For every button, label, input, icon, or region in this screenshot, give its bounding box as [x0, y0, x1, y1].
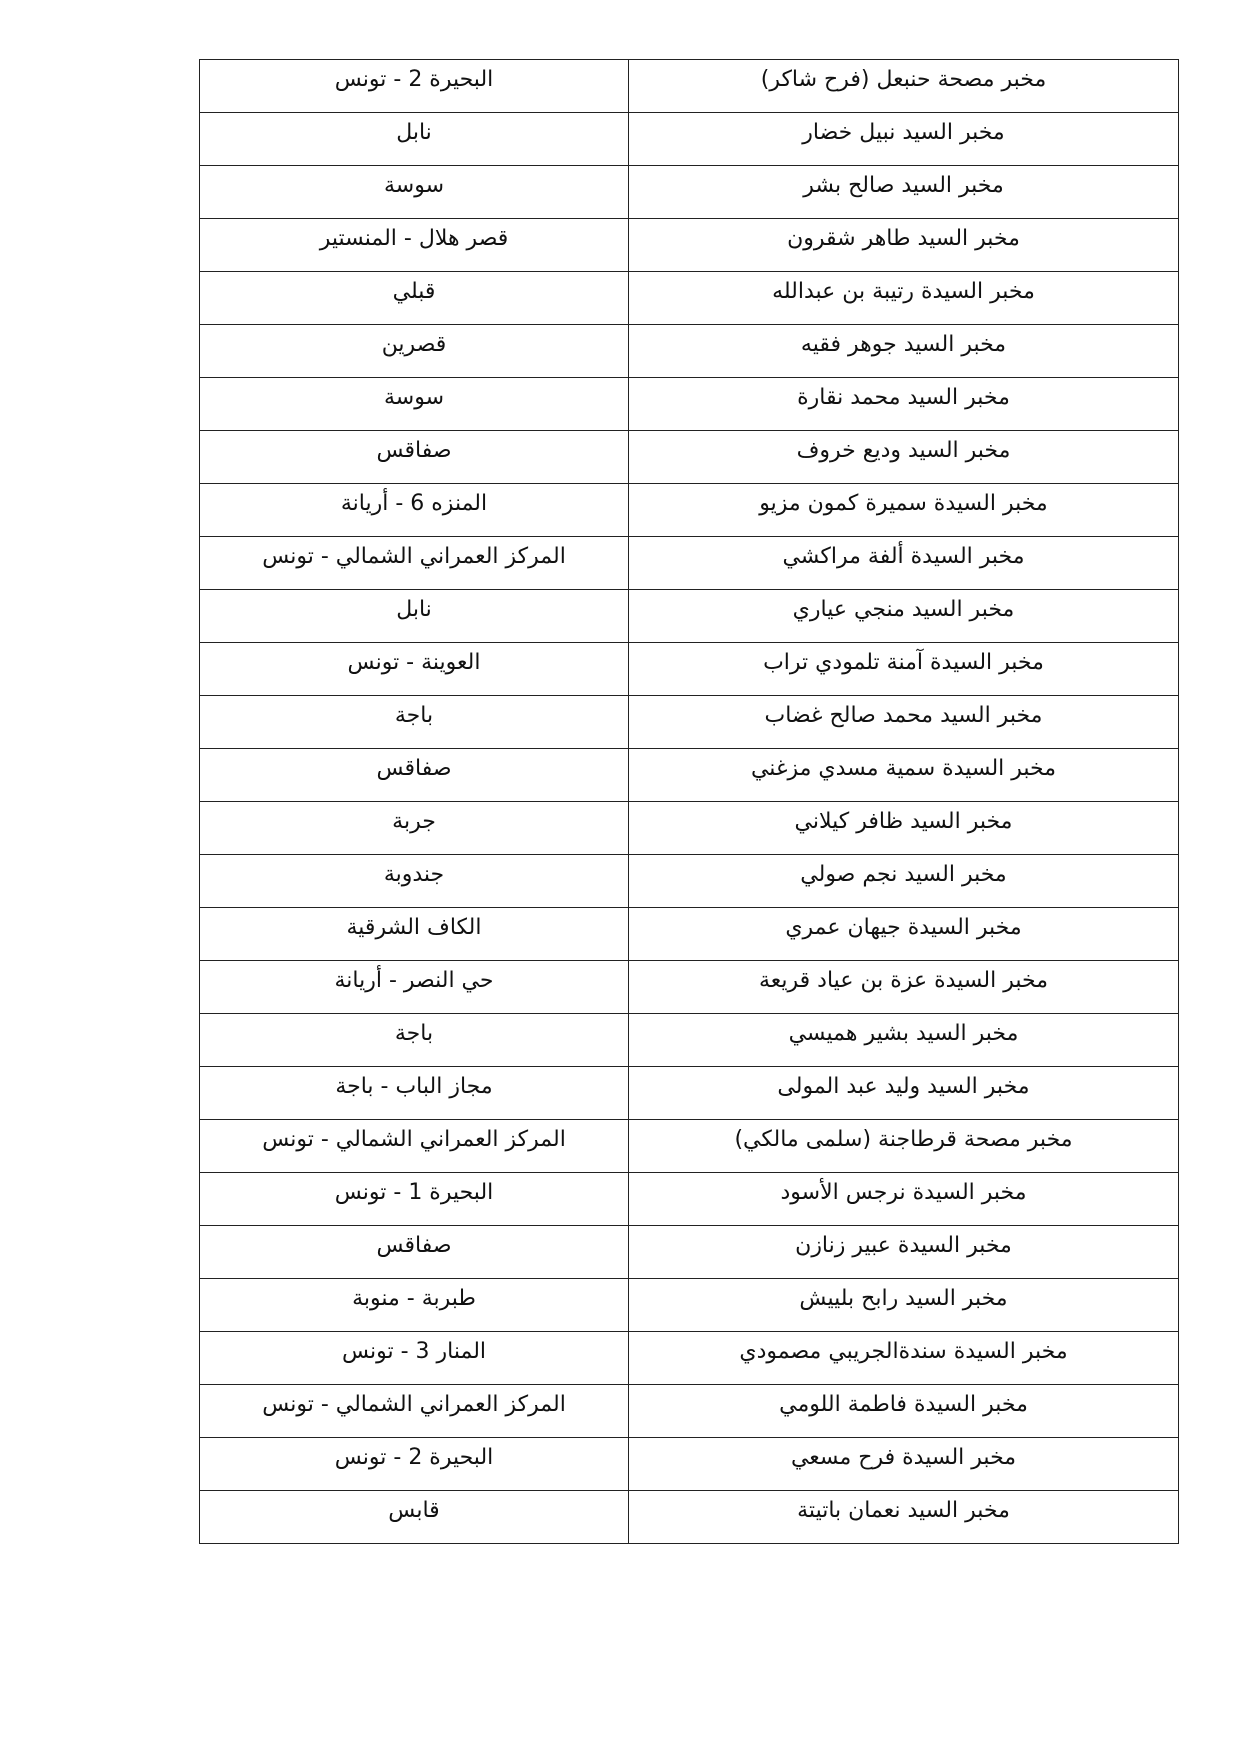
- laboratory-cell: [629, 696, 1179, 749]
- laboratory-text: مخبر السيد صالح بشر: [803, 173, 1004, 198]
- city-cell: [200, 1385, 629, 1438]
- laboratory-text: مخبر السيد بشير هميسي: [788, 1021, 1019, 1046]
- city-text: جندوبة: [383, 862, 445, 887]
- city-cell: [200, 60, 629, 113]
- laboratory-text: مخبر السيدة سمية مسدي مزغني: [750, 756, 1057, 781]
- city-text: باجة: [394, 1021, 434, 1046]
- laboratory-cell: [629, 537, 1179, 590]
- city-text: صفاقس: [376, 1233, 452, 1258]
- laboratory-text: مخبر السيدة نرجس الأسود: [780, 1180, 1027, 1205]
- table-row: [200, 1173, 1179, 1226]
- laboratory-cell: [629, 802, 1179, 855]
- city-cell: [200, 113, 629, 166]
- city-cell: [200, 325, 629, 378]
- city-text: المنار 3 - تونس: [341, 1339, 487, 1364]
- laboratory-cell: [629, 60, 1179, 113]
- table-row: [200, 590, 1179, 643]
- table-row: [200, 537, 1179, 590]
- city-cell: [200, 1067, 629, 1120]
- city-text: حي النصر - أريانة: [334, 968, 494, 993]
- laboratory-cell: [629, 908, 1179, 961]
- city-text: العوينة - تونس: [347, 650, 481, 675]
- laboratory-text: مخبر مصحة حنبعل (فرح شاكر): [760, 67, 1047, 92]
- city-cell: [200, 537, 629, 590]
- laboratory-text: مخبر السيدة سندةالجريبي مصمودي: [739, 1339, 1068, 1364]
- table-row: [200, 749, 1179, 802]
- laboratory-cell: [629, 1438, 1179, 1491]
- city-text: صفاقس: [376, 756, 452, 781]
- table-row: [200, 484, 1179, 537]
- city-cell: [200, 219, 629, 272]
- city-text: طبربة - منوبة: [352, 1286, 476, 1311]
- laboratory-text: مخبر السيد ظافر كيلاني: [794, 809, 1013, 834]
- laboratory-text: مخبر السيدة عبير زنازن: [795, 1233, 1012, 1258]
- laboratory-cell: [629, 113, 1179, 166]
- table-row: [200, 961, 1179, 1014]
- city-cell: [200, 643, 629, 696]
- laboratories-table: [199, 59, 1179, 1544]
- laboratory-text: مخبر السيد محمد صالح غضاب: [764, 703, 1043, 728]
- table-row: [200, 1226, 1179, 1279]
- table-row: [200, 166, 1179, 219]
- city-cell: [200, 1491, 629, 1544]
- laboratory-text: مخبر السيد نبيل خضار: [802, 120, 1005, 145]
- city-cell: [200, 961, 629, 1014]
- laboratories-table-body: [200, 60, 1179, 1544]
- table-row: [200, 272, 1179, 325]
- laboratory-text: مخبر السيدة رتيبة بن عبدالله: [772, 279, 1035, 304]
- city-text: البحيرة 2 - تونس: [334, 67, 494, 92]
- laboratory-text: مخبر السيد رابح بلييش: [799, 1286, 1008, 1311]
- city-text: قابس: [388, 1498, 440, 1523]
- laboratory-text: مخبر السيدة جيهان عمري: [785, 915, 1022, 940]
- laboratory-text: مخبر السيد محمد نقارة: [797, 385, 1010, 410]
- laboratory-cell: [629, 166, 1179, 219]
- table-row: [200, 219, 1179, 272]
- laboratory-cell: [629, 325, 1179, 378]
- city-cell: [200, 1279, 629, 1332]
- laboratory-text: مخبر السيدة فاطمة اللومي: [779, 1392, 1028, 1417]
- laboratory-cell: [629, 1332, 1179, 1385]
- laboratory-cell: [629, 855, 1179, 908]
- table-row: [200, 802, 1179, 855]
- table-row: [200, 1014, 1179, 1067]
- table-row: [200, 325, 1179, 378]
- laboratory-cell: [629, 431, 1179, 484]
- laboratory-text: مخبر السيد وليد عبد المولى: [777, 1074, 1030, 1099]
- city-cell: [200, 1226, 629, 1279]
- city-cell: [200, 696, 629, 749]
- laboratory-cell: [629, 378, 1179, 431]
- city-text: المركز العمراني الشمالي - تونس: [262, 544, 566, 569]
- city-text: الكاف الشرقية: [346, 915, 482, 940]
- table-row: [200, 1491, 1179, 1544]
- city-cell: [200, 1120, 629, 1173]
- city-text: باجة: [394, 703, 434, 728]
- laboratory-cell: [629, 643, 1179, 696]
- city-text: قصر هلال - المنستير: [319, 226, 509, 251]
- laboratory-cell: [629, 1120, 1179, 1173]
- laboratory-cell: [629, 749, 1179, 802]
- laboratory-text: مخبر السيدة ألفة مراكشي: [782, 544, 1025, 569]
- laboratory-cell: [629, 484, 1179, 537]
- table-row: [200, 378, 1179, 431]
- laboratory-text: مخبر السيدة فرح مسعي: [790, 1445, 1017, 1470]
- city-text: المركز العمراني الشمالي - تونس: [262, 1392, 566, 1417]
- city-cell: [200, 908, 629, 961]
- laboratory-cell: [629, 1279, 1179, 1332]
- city-text: نابل: [396, 120, 432, 145]
- laboratory-text: مخبر مصحة قرطاجنة (سلمى مالكي): [734, 1127, 1073, 1152]
- laboratory-cell: [629, 272, 1179, 325]
- city-cell: [200, 802, 629, 855]
- laboratory-text: مخبر السيد نجم صولي: [800, 862, 1007, 887]
- laboratory-cell: [629, 961, 1179, 1014]
- table-row: [200, 855, 1179, 908]
- city-text: مجاز الباب - باجة: [335, 1074, 493, 1099]
- laboratory-text: مخبر السيد نعمان باتيتة: [797, 1498, 1010, 1523]
- table-row: [200, 1438, 1179, 1491]
- city-text: نابل: [396, 597, 432, 622]
- city-text: سوسة: [383, 385, 445, 410]
- laboratory-text: مخبر السيدة سميرة كمون مزيو: [759, 491, 1048, 516]
- city-cell: [200, 749, 629, 802]
- city-text: جربة: [392, 809, 436, 834]
- city-cell: [200, 1173, 629, 1226]
- city-text: المركز العمراني الشمالي - تونس: [262, 1127, 566, 1152]
- laboratory-cell: [629, 1014, 1179, 1067]
- laboratory-cell: [629, 590, 1179, 643]
- table-row: [200, 1385, 1179, 1438]
- table-row: [200, 696, 1179, 749]
- city-cell: [200, 590, 629, 643]
- city-cell: [200, 272, 629, 325]
- laboratory-text: مخبر السيد جوهر فقيه: [800, 332, 1007, 357]
- table-row: [200, 1067, 1179, 1120]
- table-row: [200, 1120, 1179, 1173]
- city-cell: [200, 855, 629, 908]
- laboratory-cell: [629, 1067, 1179, 1120]
- laboratory-cell: [629, 1173, 1179, 1226]
- laboratory-text: مخبر السيد طاهر شقرون: [787, 226, 1020, 251]
- city-text: البحيرة 1 - تونس: [334, 1180, 494, 1205]
- laboratory-cell: [629, 219, 1179, 272]
- table-row: [200, 1279, 1179, 1332]
- table-row: [200, 60, 1179, 113]
- laboratory-cell: [629, 1385, 1179, 1438]
- laboratory-text: مخبر السيد وديع خروف: [796, 438, 1011, 463]
- city-cell: [200, 1014, 629, 1067]
- city-cell: [200, 378, 629, 431]
- city-text: صفاقس: [376, 438, 452, 463]
- city-cell: [200, 1332, 629, 1385]
- laboratory-cell: [629, 1491, 1179, 1544]
- table-row: [200, 113, 1179, 166]
- table-row: [200, 908, 1179, 961]
- city-cell: [200, 484, 629, 537]
- city-text: سوسة: [383, 173, 445, 198]
- city-cell: [200, 166, 629, 219]
- city-text: قبلي: [392, 279, 436, 304]
- table-row: [200, 643, 1179, 696]
- city-text: المنزه 6 - أريانة: [340, 491, 488, 516]
- city-text: البحيرة 2 - تونس: [334, 1445, 494, 1470]
- table-row: [200, 1332, 1179, 1385]
- laboratory-cell: [629, 1226, 1179, 1279]
- city-text: قصرين: [381, 332, 447, 357]
- city-cell: [200, 1438, 629, 1491]
- laboratory-text: مخبر السيدة آمنة تلمودي تراب: [763, 650, 1044, 675]
- table-row: [200, 431, 1179, 484]
- laboratory-text: مخبر السيدة عزة بن عياد قريعة: [759, 968, 1048, 993]
- city-cell: [200, 431, 629, 484]
- laboratory-text: مخبر السيد منجي عياري: [792, 597, 1015, 622]
